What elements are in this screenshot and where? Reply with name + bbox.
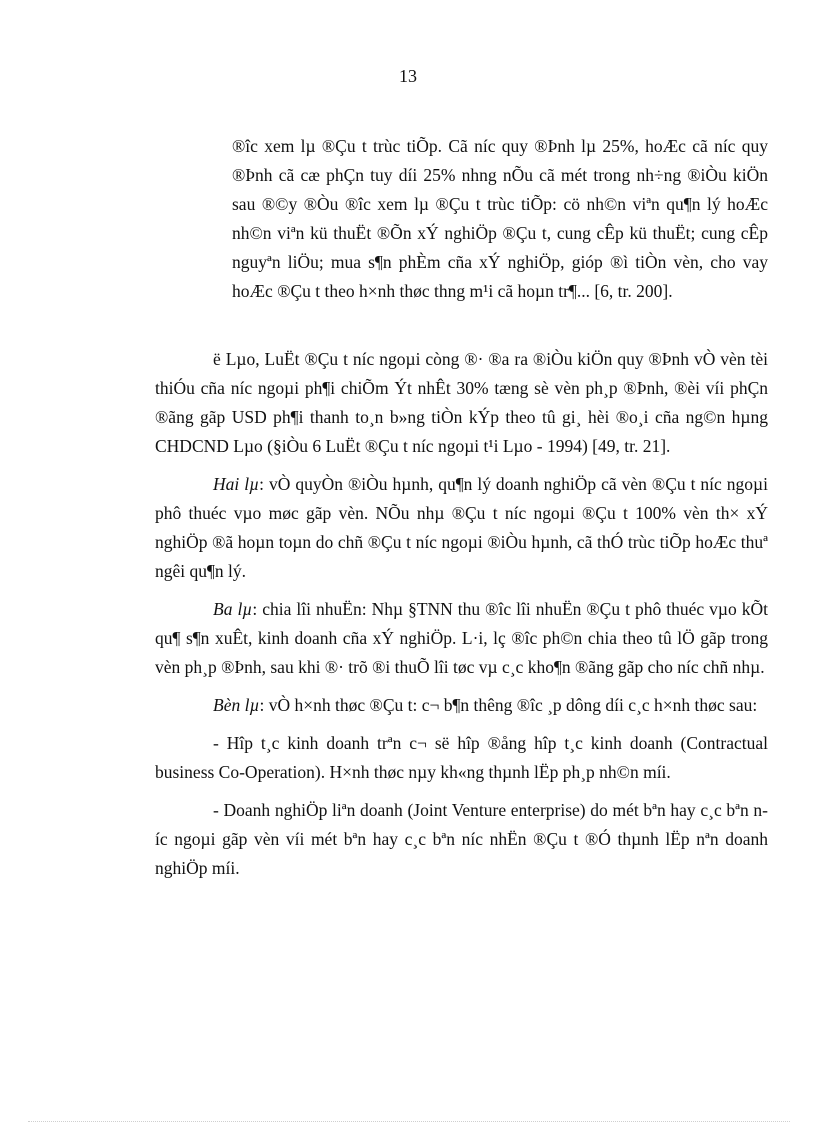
paragraph-second-point bbox=[155, 470, 768, 586]
page-number: 13 bbox=[399, 66, 417, 86]
list-item-joint-venture bbox=[155, 796, 768, 883]
paragraph-lead: Hai lµ bbox=[213, 474, 260, 494]
paragraph-text: : vÒ quyÒn ®iÒu hµnh, qu¶n lý doanh nghiÖp cã vèn ®Çu t níc ngoµi phô thuéc vµo møc gãp vèn. NÕu nhµ ®Çu t níc ngoµi ®Çu t 100% vèn th× xÝ nghiÖp ®ã hoµn toµn do chñ ®Çu t níc ngoµi ®iÒu hµnh, cã thÓ trùc tiÕp hoÆc thuª ngêi qu¶n lý. bbox=[155, 474, 768, 581]
paragraph-text: - Hîp t¸c kinh doanh trªn c¬ së hîp ®ång hîp t¸c kinh doanh (Contractual business Co-Operation). H×nh thøc nµy kh«ng thµnh lËp ph¸p nh©n míi. bbox=[155, 733, 768, 782]
list-item-business-cooperation bbox=[155, 729, 768, 787]
paragraph-text: ë Lµo, LuËt ®Çu t níc ngoµi còng ®· ®a ra ®iÒu kiÖn quy ®Þnh vÒ vèn tèi thiÓu cña níc ngoµi ph¶i chiÕm Ýt nhÊt 30% tæng sè vèn ph¸p ®Þnh, ®èi víi phÇn ®ãng gãp USD ph¶i thanh to¸n b»ng tiÒn kÝp theo tû gi¸ hèi ®o¸i cña ng©n hµng CHDCND Lµo (§iÒu 6 LuËt ®Çu t níc ngoµi t¹i Lµo - 1994) [49, tr. 21]. bbox=[155, 349, 768, 456]
paragraph-lead: Ba lµ bbox=[213, 599, 253, 619]
paragraph-third-point bbox=[155, 595, 768, 682]
paragraph-text: : vÒ h×nh thøc ®Çu t: c¬ b¶n thêng ®îc ¸p dông díi c¸c h×nh thøc sau: bbox=[259, 695, 758, 715]
quoted-passage: ®îc xem lµ ®Çu t trùc tiÕp. Cã níc quy ®Þnh lµ 25%, hoÆc cã níc quy ®Þnh cã cæ phÇn tuy díi 25% nhng nÕu cã mét trong nh÷ng ®iÒu kiÖn sau ®©y ®Òu ®îc xem lµ ®Çu t trùc tiÕp: cö nh©n viªn qu¶n lý hoÆc nh©n viªn kü thuËt ®Õn xÝ nghiÖp ®Çu t, cung cÊp kü thuËt; cung cÊp nguyªn liÖu; mua s¶n phÈm cña xÝ nghiÖp, gióp ®ì tiÒn vèn, cho vay hoÆc ®Çu t theo h×nh thøc thng m¹i cã hoµn tr¶... [6, tr. 200]. bbox=[232, 136, 768, 301]
paragraph-fourth-point bbox=[155, 691, 768, 720]
paragraph-lead: Bèn lµ bbox=[213, 695, 260, 715]
paragraph-laos-investment-law bbox=[155, 345, 768, 461]
paragraph-text: : chia lîi nhuËn: Nhµ §TNN thu ®îc lîi nhuËn ®Çu t phô thuéc vµo kÕt qu¶ s¶n xuÊt, kinh doanh cña xÝ nghiÖp. L·i, lç ®îc ph©n chia theo tû lÖ gãp trong vèn ph¸p ®Þnh, sau khi ®· trõ ®i thuÕ lîi tøc vµ c¸c kho¶n ®ãng gãp cho níc chñ nhµ. bbox=[155, 599, 768, 677]
body-text bbox=[155, 345, 768, 892]
page-bottom-divider bbox=[28, 1121, 790, 1122]
paragraph-text: - Doanh nghiÖp liªn doanh (Joint Venture enterprise) do mét bªn hay c¸c bªn níc ngoµi gãp vèn víi mét bªn hay c¸c bªn níc nhËn ®Çu t ®Ó thµnh lËp nªn doanh nghiÖp míi. bbox=[155, 800, 768, 878]
